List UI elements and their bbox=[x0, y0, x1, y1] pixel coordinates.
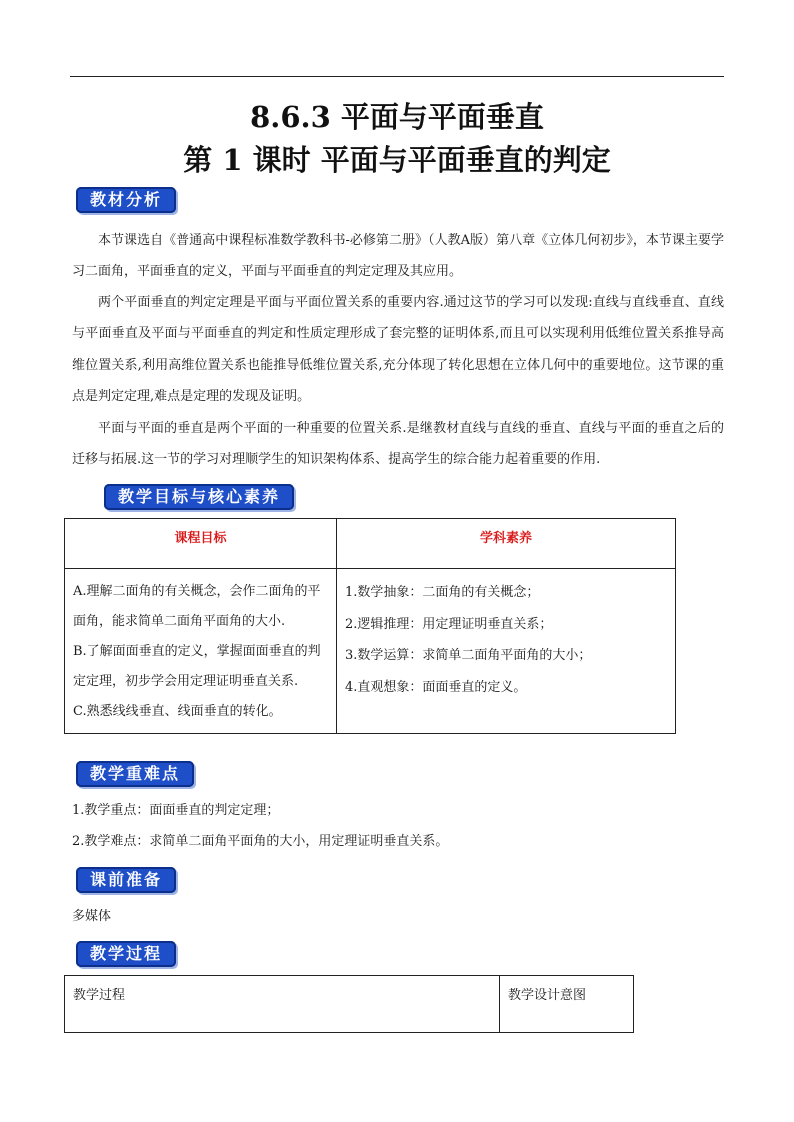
badge-objectives: 教学目标与核心素养 bbox=[104, 484, 294, 510]
section-title: 8.6.3 平面与平面垂直 bbox=[250, 100, 544, 134]
course-goals-cell bbox=[65, 569, 337, 734]
analysis-paragraph-1: 本节课选自《普通高中课程标准数学教科书-必修第二册》（人教A版）第八章《立体几何初步》，本节课主要学习二面角，平面垂直的定义，平面与平面垂直的判定定理及其应用。 bbox=[72, 233, 724, 280]
badge-key-points: 教学重难点 bbox=[76, 761, 194, 787]
badge-preparation: 课前准备 bbox=[76, 867, 176, 893]
literacy-item: 1.数学抽象：二面角的有关概念； bbox=[345, 585, 540, 600]
process-table bbox=[64, 975, 634, 1033]
objectives-table bbox=[64, 518, 676, 734]
header-process: 教学过程 bbox=[65, 976, 500, 1033]
literacy-item: 2.逻辑推理：用定理证明垂直关系； bbox=[345, 616, 553, 632]
preparation-text: 多媒体 bbox=[72, 909, 112, 924]
lesson-title: 第 1 课时 平面与平面垂直的判定 bbox=[183, 143, 611, 177]
difficult-point-item: 2.教学难点：求简单二面角平面角的大小，用定理证明垂直关系。 bbox=[72, 834, 449, 849]
header-rule bbox=[70, 76, 724, 77]
literacy-item: 3.数学运算：求简单二面角平面角的大小； bbox=[345, 648, 592, 663]
analysis-paragraph-2: 两个平面垂直的判定定理是平面与平面位置关系的重要内容.通过这节的学习可以发现:直线与直线垂直、直线与平面垂直及平面与平面垂直的判定和性质定理形成了套完整的证明体系,而且可以实现利用低维位置关系推导高维位置关系,利用高维位置关系也能推导低维位置关系,充分体现了转化思想在立体几何中的重要地位。这节课的重点是判定定理,难点是定理的发现及证明。 bbox=[72, 295, 724, 405]
subject-literacy-cell bbox=[337, 569, 676, 734]
goal-item: C.熟悉线线垂直、线面垂直的转化。 bbox=[73, 704, 282, 719]
key-point-item: 1.教学重点：面面垂直的判定定理； bbox=[72, 803, 280, 818]
literacy-item: 4.直观想象：面面垂直的定义。 bbox=[345, 679, 527, 695]
analysis-paragraph-3: 平面与平面的垂直是两个平面的一种重要的位置关系.是继教材直线与直线的垂直、直线与平面的垂直之后的迁移与拓展.这一节的学习对理顺学生的知识架构体系、提高学生的综合能力起着重要的作用. bbox=[72, 421, 724, 468]
goal-item: A.理解二面角的有关概念，会作二面角的平面角，能求简单二面角平面角的大小. bbox=[73, 584, 321, 629]
goal-item: B.了解面面垂直的定义，掌握面面垂直的判定定理，初步学会用定理证明垂直关系. bbox=[73, 644, 321, 689]
badge-process: 教学过程 bbox=[76, 941, 176, 967]
badge-analysis: 教材分析 bbox=[76, 187, 176, 213]
header-course-goals: 课程目标 bbox=[65, 519, 337, 569]
header-design-intent: 教学设计意图 bbox=[500, 976, 634, 1033]
header-subject-literacy: 学科素养 bbox=[337, 519, 676, 569]
